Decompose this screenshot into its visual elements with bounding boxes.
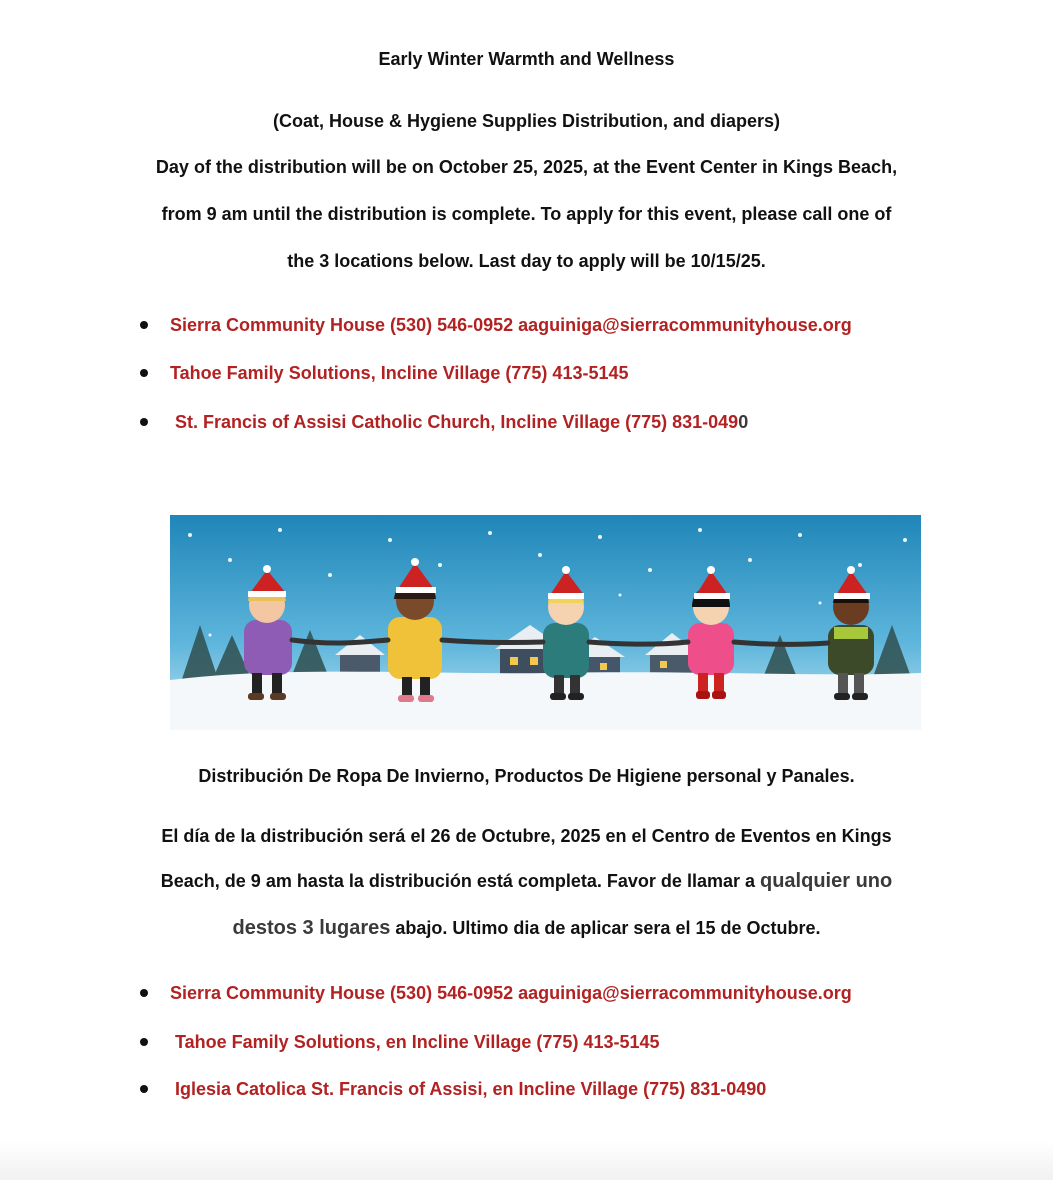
english-line-1: Day of the distribution will be on October 25, 2025, at the Event Center in Kings Beach, — [155, 157, 898, 177]
flyer-title: Early Winter Warmth and Wellness — [378, 49, 675, 69]
bullet-icon — [140, 1038, 148, 1046]
location-text: St. Francis of Assisi Catholic Church, Incline Village (775) 831-049 — [175, 412, 739, 432]
bullet-icon — [140, 1085, 148, 1093]
spanish-title: Distribución De Ropa De Invierno, Productos De Higiene personal y Panales. — [198, 766, 855, 786]
location-text: Tahoe Family Solutions, en Incline Village (775) 413-5145 — [175, 1032, 660, 1052]
bullet-icon — [140, 989, 148, 997]
page-bottom-shadow — [0, 1140, 1053, 1180]
children-winter-illustration-icon — [170, 515, 921, 730]
spanish-line-2: Beach, de 9 am hasta la distribución está completa. Favor de llamar a qualquier uno — [160, 870, 893, 892]
bullet-icon — [140, 321, 148, 329]
english-line-2: from 9 am until the distribution is complete. To apply for this event, please call one of — [161, 204, 892, 224]
bullet-icon — [140, 369, 148, 377]
spanish-line-3: destos 3 lugares abajo. Ultimo dia de aplicar sera el 15 de Octubre. — [232, 917, 821, 939]
flyer-page: Early Winter Warmth and Wellness (Coat, House & Hygiene Supplies Distribution, and diapers) Day of the distribution will be on October 25, 2025, at the Event Center in Kings Beach, from 9 am until the distribution is complete. To apply for this event, please call one of the 3 locations below. Last day to apply will be 10/15/25. Sierra Community House (530) 546-0952 aaguiniga@sierracommunityhouse.org Tahoe Family Solutions, Incline Village (775) 413-5145 St. Francis of Assisi Catholic Church, Incline Village (775) 831-0490 Distribución De Ropa De Invierno, Productos De Higiene personal y Panales. El día de la distribución será el 26 de Octubre, 2025 en el Centro de Eventos en Kings Beach, de 9 am hasta la distribución está completa. Favor de llamar a qualquier uno destos 3 lugares abajo. Ultimo dia de aplicar sera el 15 de Octubre. Sierra Community House (530) 546-0952 aaguiniga@sierracommunityhouse.org Tahoe Family Solutions, en Incline Village (775) 413-5145 Iglesia Catolica St. Francis of Assisi, en Incline Village (775) 831-0490 — [0, 0, 1053, 1180]
location-text: Sierra Community House (530) 546-0952 aaguiniga@sierracommunityhouse.org — [170, 983, 852, 1003]
flyer-subtitle: (Coat, House & Hygiene Supplies Distribution, and diapers) — [272, 111, 781, 131]
spanish-line-1: El día de la distribución será el 26 de Octubre, 2025 en el Centro de Eventos en Kings — [161, 826, 892, 846]
location-text: Iglesia Catolica St. Francis of Assisi, en Incline Village (775) 831-0490 — [175, 1079, 767, 1099]
english-line-3: the 3 locations below. Last day to apply will be 10/15/25. — [287, 251, 766, 271]
location-text: Tahoe Family Solutions, Incline Village (775) 413-5145 — [170, 363, 629, 383]
bullet-icon — [140, 418, 148, 426]
location-text: Sierra Community House (530) 546-0952 aaguiniga@sierracommunityhouse.org — [170, 315, 852, 335]
